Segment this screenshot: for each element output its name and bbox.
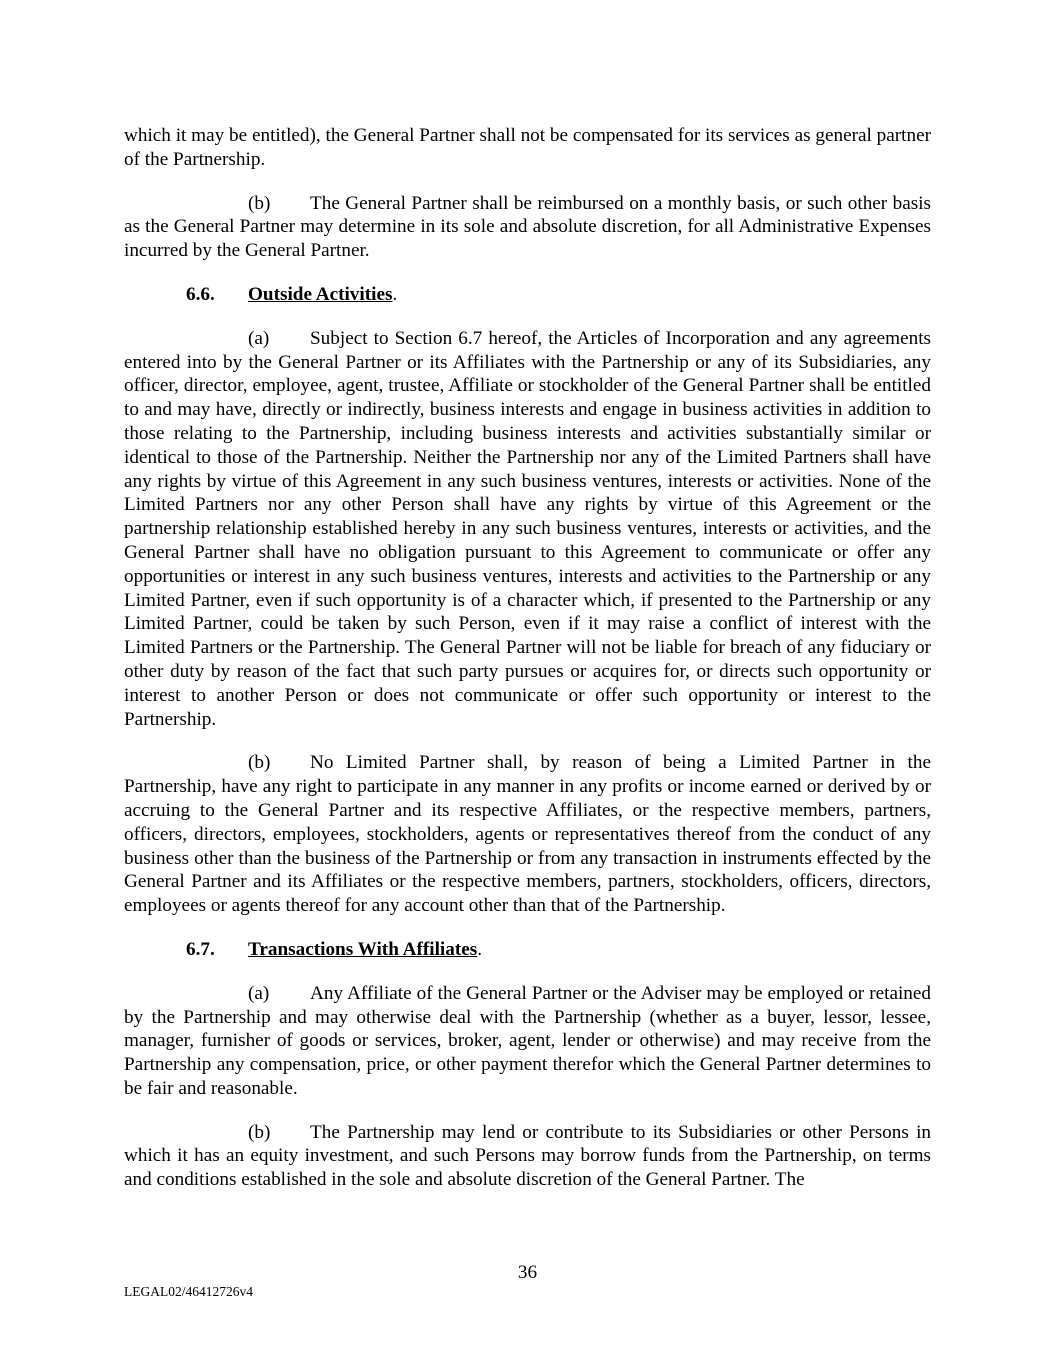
paragraph-text: Subject to Section 6.7 hereof, the Articles of Incorporation and any agreements entered into by the General Partner or its Affiliates with the Partnership or any of its Subsidiaries, any officer, director, employee, agent, trustee, Affiliate or stockholder of the General Partner shall be entitled to and may have, directly or indirectly, business interests and engage in business activities in addition to those relating to the Partnership, including business interests and activities substantially similar or identical to those of the Partnership. Neither the Partnership nor any of the Limited Partners shall have any rights by virtue of this Agreement in any such business ventures, interests or activities. None of the Limited Partners nor any other Person shall have any rights by virtue of this Agreement or the partnership relationship established hereby in any such business ventures, interests or activities, and the General Partner shall have no obligation pursuant to this Agreement to communicate or offer any opportunities or interest in any such business ventures, interests and activities to the Partnership or any Limited Partner, even if such opportunity is of a character which, if presented to the Partnership or any Limited Partner, could be taken by such Person, even if it may raise a conflict of interest with the Limited Partners or the Partnership. The General Partner will not be liable for breach of any fiduciary or other duty by reason of the fact that such party pursues or acquires for, or directs such opportunity or interest to another Person or does not communicate or offer such opportunity or interest to the Partnership. — [124, 327, 931, 730]
section-heading-6-7 — [186, 938, 931, 962]
paragraph-label: (a) — [248, 327, 270, 349]
document-id: LEGAL02/46412726v4 — [124, 1284, 253, 1299]
section-number: 6.7. — [186, 938, 215, 960]
paragraph-6-5-b — [124, 192, 931, 263]
paragraph-text: No Limited Partner shall, by reason of being a Limited Partner in the Partnership, have any right to participate in any manner in any profits or income earned or derived by or accruing to the General Partner and its respective Affiliates, or the respective members, partners, officers, directors, employees, stockholders, agents or representatives thereof from the conduct of any business other than the business of the Partnership or from any transaction in instruments effected by the General Partner and its Affiliates or the respective members, partners, stockholders, officers, directors, employees or agents thereof for any account other than that of the Partnership. — [124, 752, 931, 917]
page-number: 36 — [517, 1262, 538, 1283]
paragraph-label: (b) — [248, 1121, 271, 1143]
section-heading-6-6 — [186, 283, 931, 307]
paragraph-text: Any Affiliate of the General Partner or the Adviser may be employed or retained by the Partnership and may otherwise deal with the Partnership (whether as a buyer, lessor, lessee, manager, furnisher of goods or services, broker, agent, lender or otherwise) and may receive from the Partnership any compensation, price, or other payment therefor which the General Partner determines to be fair and reasonable. — [124, 982, 931, 1099]
paragraph-label: (b) — [248, 192, 271, 214]
intro-paragraph: which it may be entitled), the General Partner shall not be compensated for its services as general partner of the Partnership. — [124, 125, 931, 170]
section-title: Transactions With Affiliates — [248, 938, 478, 960]
paragraph-6-7-b — [124, 1121, 931, 1192]
paragraph-label: (a) — [248, 982, 270, 1004]
paragraph-6-6-a — [124, 327, 931, 732]
paragraph-text: The Partnership may lend or contribute to its Subsidiaries or other Persons in which it has an equity investment, and such Persons may borrow funds from the Partnership, on terms and conditions established in the sole and absolute discretion of the General Partner. The — [124, 1121, 931, 1191]
section-number: 6.6. — [186, 283, 215, 305]
paragraph-label: (b) — [248, 752, 271, 774]
paragraph-6-7-a — [124, 982, 931, 1101]
paragraph-6-6-b — [124, 751, 931, 918]
paragraph-text: The General Partner shall be reimbursed on a monthly basis, or such other basis as the General Partner may determine in its sole and absolute discretion, for all Administrative Expenses incurred by the General Partner. — [124, 192, 931, 262]
section-title-period: . — [392, 283, 398, 305]
document-page — [124, 124, 931, 1212]
section-title: Outside Activities — [248, 283, 393, 305]
section-title-period: . — [477, 938, 482, 960]
